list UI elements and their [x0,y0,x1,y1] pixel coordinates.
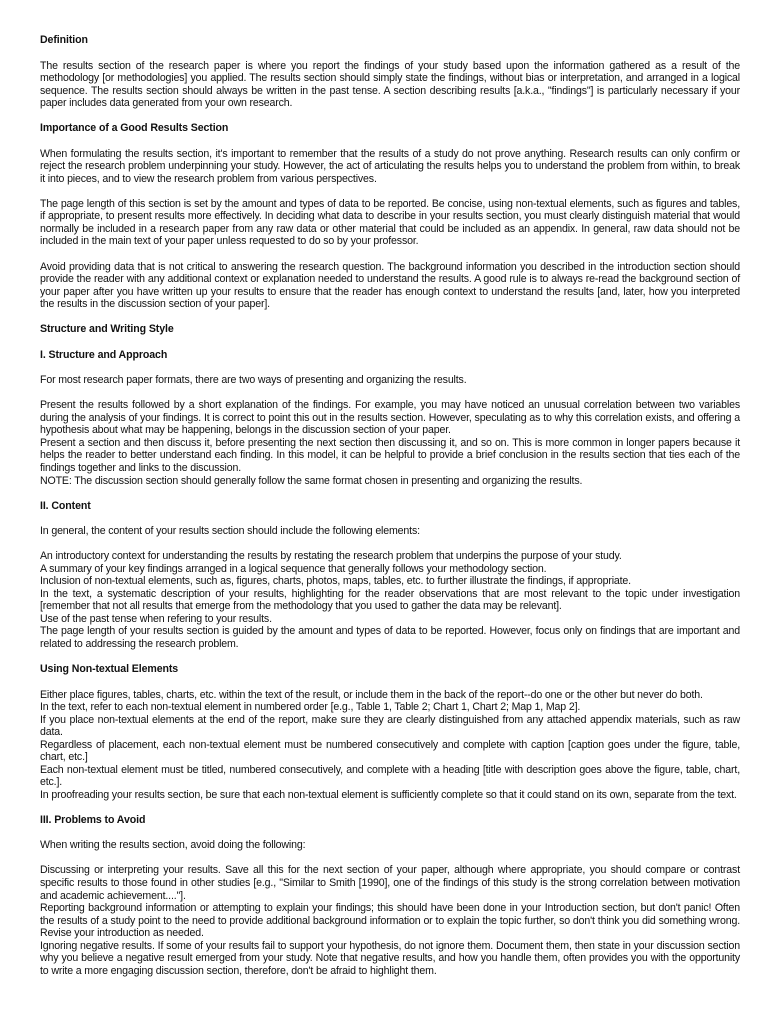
heading-content: II. Content [40,499,91,512]
heading-problems-to-avoid: III. Problems to Avoid [40,813,146,826]
list-item: Either place figures, tables, charts, etc. within the text of the result, or include them in the back of the report--do one or the other but never do both. [40,688,703,701]
list-item: In proofreading your results section, be sure that each non-textual element is sufficiently complete so that it could stand on its own, separate from the text. [40,788,737,801]
heading-non-textual-elements: Using Non-textual Elements [40,663,179,675]
list-item: Reporting background information or attempting to explain your findings; this should have been done in your Introduction section, but don't panic! Often the results of a study point to the need to provide additional background information or to explain the topic further, so don't think you did something wrong. Revise your introduction as needed. [40,902,740,940]
list-item: Discussing or interpreting your results. Save all this for the next section of your paper, although where appropriate, you should compare or contrast specific results to those found in other studies [e.g., "Similar to Smith [1990], one of the findings of this study is the strong correlation between motivation and academic achievement...."]. [40,864,740,902]
paragraph-importance-1: When formulating the results section, it's important to remember that the results of a study do not prove anything. Research results can only confirm or reject the research problem underpinning your study. However, the act of articulating the results helps you to understand the problem from within, to break it into pieces, and to view the research problem from various perspectives. [40,147,740,185]
list-item: Regardless of placement, each non-textual element must be numbered consecutively and complete with caption [caption goes under the figure, table, chart, etc.] [40,738,740,764]
list-item: An introductory context for understanding the results by restating the research problem that underpins the purpose of your study. [40,550,622,563]
list-item: Present a section and then discuss it, before presenting the next section then discussing it, and so on. This is more common in longer papers because it helps the reader to better understand each finding. In this model, it can be helpful to provide a brief conclusion in the results section that ties each of the findings together and links to the discussion. [40,436,740,474]
paragraph-importance-2: The page length of this section is set by the amount and types of data to be reported. Be concise, using non-textual elements, such as figures and tables, if appropriate, to present results more effectively. In deciding what data to describe in your results section, you must clearly distinguish material that would normally be included in a research paper from any raw data or other material that could be included as an appendix. In general, raw data should not be included in the main text of your paper unless requested to do so by your professor. [40,197,740,248]
non-textual-list [40,689,740,802]
paragraph-structure-intro: For most research paper formats, there are two ways of presenting and organizing the results. [40,374,467,387]
heading-definition: Definition [40,34,88,46]
list-item: Each non-textual element must be titled, numbered consecutively, and complete with a heading [title with description goes above the figure, table, chart, etc.]. [40,763,740,789]
list-item: Ignoring negative results. If some of your results fail to support your hypothesis, do not ignore them. Document them, then state in your discussion section why you believe a negative result emerged from your study. Note that negative results, and how you handle them, often provides you with the opportunity to write a more engaging discussion section, therefore, don't be afraid to highlight them. [40,939,740,977]
list-item: If you place non-textual elements at the end of the report, make sure they are clearly distinguished from any attached appendix materials, such as raw data. [40,713,740,739]
paragraph-importance-3: Avoid providing data that is not critical to answering the research question. The background information you described in the introduction section should provide the reader with any additional context or explanation needed to understand the results. A good rule is to always re-read the background section of your paper after you have written up your results to ensure that the reader has enough context to understand the results [and, later, how you interpreted the results in the discussion section of your paper]. [40,260,740,311]
heading-structure-writing-style: Structure and Writing Style [40,323,174,336]
list-item: Present the results followed by a short explanation of the findings. For example, you may have noticed an unusual correlation between two variables during the analysis of your findings. It is correct to point this out in the results section. However, speculating as to why this correlation exists, and offering a hypothesis about what may be happening, belongs in the discussion section of your paper. [40,399,740,437]
heading-structure-approach: I. Structure and Approach [40,348,168,361]
list-item: A summary of your key findings arranged in a logical sequence that generally follows your methodology section. [40,562,547,575]
list-item: In the text, a systematic description of your results, highlighting for the reader observations that are most relevant to the topic under investigation [remember that not all results that emerge from the methodology that you used to gather the data may be relevant]. [40,587,740,613]
content-list [40,550,740,650]
list-item: NOTE: The discussion section should generally follow the same format chosen in presenting and organizing the results. [40,474,583,487]
paragraph-content-intro: In general, the content of your results section should include the following elements: [40,525,420,538]
list-item: In the text, refer to each non-textual element in numbered order [e.g., Table 1, Table 2; Chart 1, Chart 2; Map 1, Map 2]. [40,701,581,714]
structure-list [40,399,740,487]
problems-list [40,864,740,977]
list-item: Inclusion of non-textual elements, such as, figures, charts, photos, maps, tables, etc. to further illustrate the findings, if appropriate. [40,575,631,588]
paragraph-problems-intro: When writing the results section, avoid doing the following: [40,839,306,852]
list-item: The page length of your results section is guided by the amount and types of data to be reported. However, focus only on findings that are important and related to addressing the research problem. [40,625,740,650]
heading-importance: Importance of a Good Results Section [40,122,229,135]
list-item: Use of the past tense when refering to your results. [40,612,272,625]
paragraph-definition: The results section of the research paper is where you report the findings of your study based upon the information gathered as a result of the methodology [or methodologies] you applied. The results section should simply state the findings, without bias or interpretation, and arranged in a logical sequence. The results section should always be written in the past tense. A section describing results [a.k.a., "findings"] is particularly necessary if your paper includes data generated from your own research. [40,59,740,110]
